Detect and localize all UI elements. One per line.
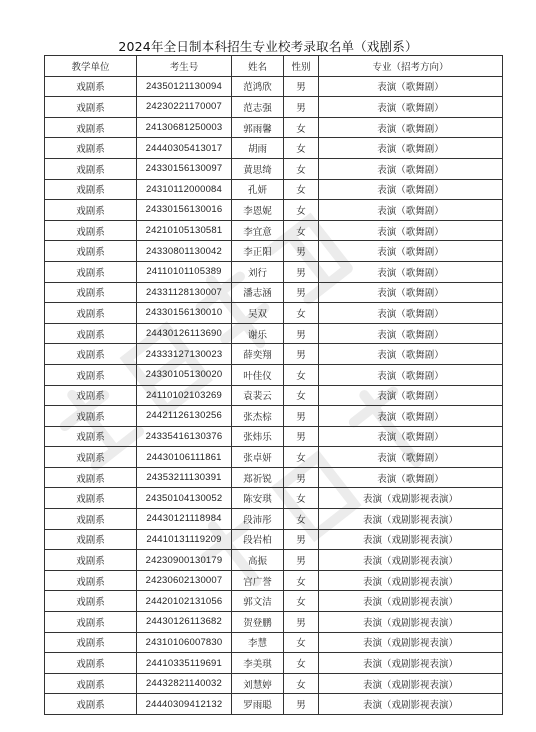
cell-unit: 戏剧系 [45, 591, 137, 612]
cell-unit: 戏剧系 [45, 385, 137, 406]
table-row [45, 117, 503, 138]
table-row [45, 653, 503, 674]
cell-major: 表演（戏剧影视表演） [319, 529, 503, 550]
cell-exam-id: 24440309412132 [137, 694, 232, 715]
cell-name: 陈安琪 [232, 488, 284, 509]
cell-name: 贺登鹏 [232, 612, 284, 633]
cell-gender: 男 [284, 97, 319, 118]
table-row [45, 570, 503, 591]
cell-name: 潘志涵 [232, 282, 284, 303]
cell-unit: 戏剧系 [45, 179, 137, 200]
cell-exam-id: 24430126113682 [137, 612, 232, 633]
cell-unit: 戏剧系 [45, 364, 137, 385]
cell-exam-id: 24353211130391 [137, 467, 232, 488]
cell-name: 袁裴云 [232, 385, 284, 406]
cell-exam-id: 24350104130052 [137, 488, 232, 509]
table-row [45, 406, 503, 427]
table-row [45, 158, 503, 179]
cell-unit: 戏剧系 [45, 632, 137, 653]
cell-exam-id: 24420102131056 [137, 591, 232, 612]
header-gender: 性别 [284, 56, 319, 77]
cell-gender: 女 [284, 509, 319, 530]
cell-major: 表演（戏剧影视表演） [319, 694, 503, 715]
cell-name: 李正阳 [232, 241, 284, 262]
cell-major: 表演（歌舞剧） [319, 282, 503, 303]
cell-unit: 戏剧系 [45, 694, 137, 715]
cell-exam-id: 24110102103269 [137, 385, 232, 406]
cell-unit: 戏剧系 [45, 488, 137, 509]
cell-major: 表演（戏剧影视表演） [319, 550, 503, 571]
table-header [45, 56, 503, 77]
cell-unit: 戏剧系 [45, 612, 137, 633]
cell-exam-id: 24430106111861 [137, 447, 232, 468]
cell-gender: 男 [284, 282, 319, 303]
cell-name: 李宜意 [232, 220, 284, 241]
cell-major: 表演（歌舞剧） [319, 303, 503, 324]
cell-exam-id: 24130681250003 [137, 117, 232, 138]
cell-unit: 戏剧系 [45, 529, 137, 550]
cell-exam-id: 24330156130016 [137, 200, 232, 221]
table-row [45, 76, 503, 97]
cell-gender: 男 [284, 344, 319, 365]
table-row [45, 591, 503, 612]
table-row [45, 447, 503, 468]
cell-gender: 男 [284, 694, 319, 715]
cell-major: 表演（歌舞剧） [319, 117, 503, 138]
cell-name: 郑祈锐 [232, 467, 284, 488]
cell-major: 表演（歌舞剧） [319, 406, 503, 427]
table-row [45, 323, 503, 344]
cell-unit: 戏剧系 [45, 138, 137, 159]
cell-gender: 女 [284, 488, 319, 509]
table-row [45, 344, 503, 365]
cell-unit: 戏剧系 [45, 344, 137, 365]
table-row [45, 282, 503, 303]
cell-exam-id: 24432821140032 [137, 673, 232, 694]
cell-gender: 女 [284, 364, 319, 385]
cell-exam-id: 24410131119209 [137, 529, 232, 550]
cell-exam-id: 24330156130097 [137, 158, 232, 179]
cell-unit: 戏剧系 [45, 323, 137, 344]
table-row [45, 529, 503, 550]
cell-exam-id: 24330156130010 [137, 303, 232, 324]
cell-major: 表演（戏剧影视表演） [319, 570, 503, 591]
cell-major: 表演（歌舞剧） [319, 76, 503, 97]
table-row [45, 612, 503, 633]
cell-gender: 女 [284, 632, 319, 653]
cell-gender: 男 [284, 76, 319, 97]
table-row [45, 303, 503, 324]
cell-exam-id: 24410335119691 [137, 653, 232, 674]
cell-name: 叶佳仪 [232, 364, 284, 385]
cell-unit: 戏剧系 [45, 467, 137, 488]
cell-major: 表演（歌舞剧） [319, 97, 503, 118]
cell-major: 表演（歌舞剧） [319, 323, 503, 344]
cell-gender: 女 [284, 673, 319, 694]
cell-gender: 男 [284, 467, 319, 488]
header-exam-id: 考生号 [137, 56, 232, 77]
cell-unit: 戏剧系 [45, 509, 137, 530]
table-row [45, 426, 503, 447]
cell-name: 胡雨 [232, 138, 284, 159]
cell-unit: 戏剧系 [45, 97, 137, 118]
table-row [45, 364, 503, 385]
cell-unit: 戏剧系 [45, 303, 137, 324]
cell-gender: 男 [284, 529, 319, 550]
table-row [45, 694, 503, 715]
cell-major: 表演（歌舞剧） [319, 467, 503, 488]
table-row [45, 550, 503, 571]
cell-exam-id: 24110101105389 [137, 261, 232, 282]
cell-gender: 男 [284, 261, 319, 282]
cell-major: 表演（歌舞剧） [319, 447, 503, 468]
cell-exam-id: 24330801130042 [137, 241, 232, 262]
cell-exam-id: 24430126113690 [137, 323, 232, 344]
cell-unit: 戏剧系 [45, 570, 137, 591]
cell-exam-id: 24230602130007 [137, 570, 232, 591]
cell-gender: 女 [284, 653, 319, 674]
header-name: 姓名 [232, 56, 284, 77]
table-row [45, 467, 503, 488]
cell-gender: 女 [284, 385, 319, 406]
cell-exam-id: 24331128130007 [137, 282, 232, 303]
cell-unit: 戏剧系 [45, 200, 137, 221]
cell-exam-id: 24430121118984 [137, 509, 232, 530]
cell-major: 表演（歌舞剧） [319, 241, 503, 262]
cell-exam-id: 24440305413017 [137, 138, 232, 159]
cell-gender: 男 [284, 550, 319, 571]
cell-gender: 女 [284, 138, 319, 159]
table-row [45, 200, 503, 221]
cell-exam-id: 24350121130094 [137, 76, 232, 97]
cell-major: 表演（歌舞剧） [319, 385, 503, 406]
cell-major: 表演（戏剧影视表演） [319, 632, 503, 653]
table-row [45, 179, 503, 200]
cell-name: 李慧 [232, 632, 284, 653]
cell-gender: 男 [284, 323, 319, 344]
cell-major: 表演（歌舞剧） [319, 220, 503, 241]
table-row [45, 97, 503, 118]
cell-major: 表演（歌舞剧） [319, 158, 503, 179]
table-body [45, 76, 503, 714]
cell-gender: 女 [284, 570, 319, 591]
header-row [45, 56, 503, 77]
cell-gender: 女 [284, 200, 319, 221]
cell-name: 范志强 [232, 97, 284, 118]
cell-name: 吴双 [232, 303, 284, 324]
cell-unit: 戏剧系 [45, 447, 137, 468]
cell-gender: 男 [284, 406, 319, 427]
cell-name: 孔妍 [232, 179, 284, 200]
table-row [45, 488, 503, 509]
cell-name: 宫广誉 [232, 570, 284, 591]
cell-unit: 戏剧系 [45, 282, 137, 303]
cell-name: 薛奕翔 [232, 344, 284, 365]
cell-name: 范鸿欣 [232, 76, 284, 97]
cell-unit: 戏剧系 [45, 158, 137, 179]
cell-major: 表演（歌舞剧） [319, 344, 503, 365]
cell-name: 李恩妮 [232, 200, 284, 221]
table-row [45, 138, 503, 159]
cell-name: 郭文洁 [232, 591, 284, 612]
document-title: 2024年全日制本科招生专业校考录取名单（戏剧系） [118, 39, 418, 54]
cell-exam-id: 24210105130581 [137, 220, 232, 241]
cell-exam-id: 24421126130256 [137, 406, 232, 427]
cell-name: 张卓妍 [232, 447, 284, 468]
cell-exam-id: 24335416130376 [137, 426, 232, 447]
cell-major: 表演（歌舞剧） [319, 426, 503, 447]
cell-name: 刘行 [232, 261, 284, 282]
cell-name: 郭雨馨 [232, 117, 284, 138]
admission-table [44, 55, 503, 715]
header-major: 专业（招考方向） [319, 56, 503, 77]
cell-gender: 男 [284, 241, 319, 262]
cell-major: 表演（歌舞剧） [319, 261, 503, 282]
cell-exam-id: 24310106007830 [137, 632, 232, 653]
cell-unit: 戏剧系 [45, 406, 137, 427]
table-row [45, 509, 503, 530]
cell-unit: 戏剧系 [45, 653, 137, 674]
cell-major: 表演（戏剧影视表演） [319, 653, 503, 674]
cell-name: 高振 [232, 550, 284, 571]
cell-unit: 戏剧系 [45, 220, 137, 241]
cell-name: 李美琪 [232, 653, 284, 674]
cell-unit: 戏剧系 [45, 426, 137, 447]
cell-exam-id: 24333127130023 [137, 344, 232, 365]
cell-major: 表演（歌舞剧） [319, 138, 503, 159]
cell-gender: 男 [284, 426, 319, 447]
cell-name: 张杰棕 [232, 406, 284, 427]
cell-name: 刘慧婷 [232, 673, 284, 694]
cell-exam-id: 24330105130020 [137, 364, 232, 385]
cell-gender: 女 [284, 220, 319, 241]
cell-exam-id: 24230900130179 [137, 550, 232, 571]
cell-major: 表演（歌舞剧） [319, 364, 503, 385]
cell-unit: 戏剧系 [45, 117, 137, 138]
cell-gender: 女 [284, 179, 319, 200]
cell-gender: 男 [284, 612, 319, 633]
cell-major: 表演（戏剧影视表演） [319, 509, 503, 530]
cell-name: 张炜乐 [232, 426, 284, 447]
cell-exam-id: 24230221170007 [137, 97, 232, 118]
cell-name: 罗雨聪 [232, 694, 284, 715]
cell-major: 表演（戏剧影视表演） [319, 673, 503, 694]
cell-name: 段沛彤 [232, 509, 284, 530]
table-row [45, 632, 503, 653]
cell-unit: 戏剧系 [45, 673, 137, 694]
cell-gender: 女 [284, 158, 319, 179]
cell-name: 段岩柏 [232, 529, 284, 550]
cell-gender: 女 [284, 447, 319, 468]
cell-major: 表演（歌舞剧） [319, 179, 503, 200]
table-row [45, 385, 503, 406]
cell-unit: 戏剧系 [45, 241, 137, 262]
cell-gender: 女 [284, 303, 319, 324]
header-unit: 教学单位 [45, 56, 137, 77]
cell-name: 黄思绮 [232, 158, 284, 179]
cell-gender: 女 [284, 117, 319, 138]
cell-name: 谢乐 [232, 323, 284, 344]
cell-gender: 女 [284, 591, 319, 612]
cell-major: 表演（歌舞剧） [319, 200, 503, 221]
cell-major: 表演（戏剧影视表演） [319, 591, 503, 612]
cell-unit: 戏剧系 [45, 76, 137, 97]
table-row [45, 220, 503, 241]
cell-major: 表演（戏剧影视表演） [319, 488, 503, 509]
table-row [45, 241, 503, 262]
cell-major: 表演（戏剧影视表演） [319, 612, 503, 633]
table-row [45, 673, 503, 694]
cell-unit: 戏剧系 [45, 261, 137, 282]
cell-exam-id: 24310112000084 [137, 179, 232, 200]
table-row [45, 261, 503, 282]
cell-unit: 戏剧系 [45, 550, 137, 571]
